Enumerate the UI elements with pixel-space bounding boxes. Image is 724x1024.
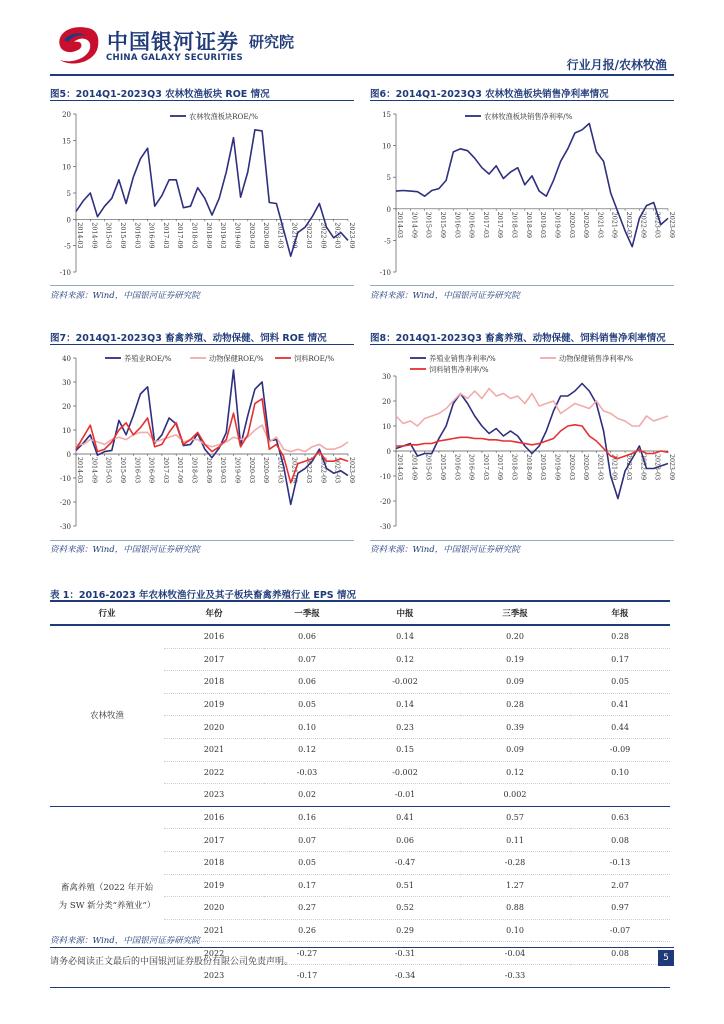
cell-year: 2022 (164, 761, 264, 784)
y-tick-label: 5 (66, 190, 71, 198)
cell-q3: 0.09 (460, 671, 570, 694)
cell-year: 2017 (164, 829, 264, 852)
logo-institute: 研究院 (249, 33, 295, 51)
x-tick-label: 2019-09 (553, 211, 561, 238)
cell-h1: 0.14 (350, 693, 460, 716)
y-tick-label: -10 (379, 473, 391, 481)
x-tick-label: 2018-09 (524, 211, 532, 238)
cell-year: 2018 (164, 671, 264, 694)
x-tick-label: 2017-03 (161, 222, 169, 249)
y-tick-label: -5 (384, 237, 391, 246)
x-tick-label: 2016-09 (147, 457, 155, 484)
y-tick-label: -10 (59, 269, 71, 277)
x-tick-label: 2014-09 (90, 222, 98, 249)
cell-h1: 0.51 (350, 874, 460, 897)
y-tick-label: -10 (379, 269, 391, 277)
cell-h1: 0.06 (350, 829, 460, 852)
cell-year: 2020 (164, 897, 264, 920)
cell-q3: 0.88 (460, 897, 570, 920)
x-tick-label: 2019-03 (219, 457, 227, 484)
legend-label: 动物保健ROE/% (209, 354, 264, 363)
legend-label: 养殖业销售净利率/% (429, 354, 496, 363)
cell-annual: 2.07 (570, 874, 670, 897)
cell-q1: 0.07 (264, 648, 350, 671)
y-tick-label: 20 (62, 403, 71, 411)
y-tick-label: 15 (382, 111, 391, 119)
series-line-1 (396, 389, 668, 427)
cell-year: 2019 (164, 693, 264, 716)
y-tick-label: -10 (59, 475, 71, 483)
fig6-title: 图6：2014Q1-2023Q3 农林牧渔板块销售净利率情况 (370, 89, 609, 100)
fig8-source-rule (370, 540, 674, 541)
x-tick-label: 2018-09 (204, 457, 212, 484)
x-tick-label: 2021-09 (610, 454, 618, 481)
cell-annual: -0.13 (570, 851, 670, 874)
y-tick-label: 10 (382, 423, 391, 431)
cell-year: 2021 (164, 919, 264, 942)
industry-cell: 畜禽养殖（2022 年开始为 SW 新分类“养殖业”） (50, 806, 164, 987)
cell-year: 2018 (164, 851, 264, 874)
y-tick-label: 10 (62, 427, 71, 435)
fig6-title-rule (370, 100, 674, 101)
x-tick-label: 2023-09 (348, 457, 355, 484)
x-tick-label: 2019-03 (539, 454, 547, 481)
page-number: 5 (658, 950, 674, 966)
cell-year: 2020 (164, 716, 264, 739)
x-tick-label: 2015-09 (118, 222, 126, 249)
x-tick-label: 2020-09 (262, 222, 270, 249)
table-body (50, 625, 670, 987)
x-tick-label: 2021-09 (290, 457, 298, 484)
cell-q1: -0.03 (264, 761, 350, 784)
x-tick-label: 2021-03 (596, 454, 604, 481)
legend-label: 养殖业ROE/% (124, 354, 172, 363)
eps-table (50, 600, 670, 988)
fig5-title: 图5：2014Q1-2023Q3 农林牧渔板块 ROE 情况 (50, 89, 270, 100)
x-tick-label: 2014-03 (396, 454, 403, 481)
y-tick-label: 40 (62, 355, 71, 363)
x-tick-label: 2022-03 (305, 222, 313, 249)
fig7-chart (50, 348, 354, 538)
cell-q3: 0.19 (460, 648, 570, 671)
x-tick-label: 2023-03 (653, 211, 661, 238)
cell-year: 2016 (164, 625, 264, 648)
x-tick-label: 2023-03 (333, 457, 341, 484)
header-q3: 三季报 (460, 601, 570, 625)
fig6-chart (370, 104, 674, 282)
legend-label: 饲料销售净利率/% (429, 365, 489, 374)
cell-q1: 0.16 (264, 806, 350, 829)
cell-q3: 0.11 (460, 829, 570, 852)
cell-h1: -0.47 (350, 851, 460, 874)
logo-chinese-name: 中国银河证券 (107, 30, 239, 54)
fig7-title-rule (50, 344, 354, 345)
cell-annual: 0.97 (570, 897, 670, 920)
x-tick-label: 2020-09 (582, 454, 590, 481)
cell-annual (570, 784, 670, 807)
cell-annual: 0.63 (570, 806, 670, 829)
y-tick-label: -5 (64, 242, 71, 251)
cell-q1: 0.06 (264, 671, 350, 694)
x-tick-label: 2017-03 (481, 454, 489, 481)
x-tick-label: 2017-09 (176, 222, 184, 249)
cell-h1: 0.23 (350, 716, 460, 739)
cell-q3: 0.09 (460, 738, 570, 761)
footer-rule (50, 947, 674, 948)
x-tick-label: 2015-03 (104, 457, 112, 484)
x-tick-label: 2021-03 (596, 211, 604, 238)
table-header-row (50, 601, 670, 625)
cell-year: 2019 (164, 874, 264, 897)
fig5-source: 资料来源：Wind，中国银河证券研究院 (50, 291, 200, 301)
x-tick-label: 2018-03 (190, 457, 198, 484)
cell-h1: -0.31 (350, 942, 460, 965)
legend-label: 农林牧渔板块ROE/% (189, 112, 258, 121)
x-tick-label: 2018-03 (510, 211, 518, 238)
x-tick-label: 2022-09 (639, 211, 647, 238)
galaxy-logo-icon (52, 22, 102, 67)
x-tick-label: 2020-03 (247, 222, 255, 249)
cell-annual: 0.28 (570, 625, 670, 648)
cell-q1: 0.12 (264, 738, 350, 761)
fig5-title-rule (50, 100, 354, 101)
x-tick-label: 2020-09 (582, 211, 590, 238)
cell-h1: -0.34 (350, 964, 460, 987)
cell-q3: 0.57 (460, 806, 570, 829)
x-tick-label: 2018-09 (204, 222, 212, 249)
x-tick-label: 2014-09 (410, 454, 418, 481)
x-tick-label: 2017-03 (481, 211, 489, 238)
cell-q3: 0.002 (460, 784, 570, 807)
header-year: 年份 (164, 601, 264, 625)
x-tick-label: 2016-03 (453, 454, 461, 481)
cell-year: 2022 (164, 942, 264, 965)
cell-annual: 0.05 (570, 671, 670, 694)
x-tick-label: 2015-03 (104, 222, 112, 249)
fig8-source: 资料来源：Wind，中国银河证券研究院 (370, 545, 520, 555)
company-logo (52, 22, 322, 67)
x-tick-label: 2021-09 (610, 211, 618, 238)
y-tick-label: 30 (382, 373, 391, 381)
x-tick-label: 2016-09 (147, 222, 155, 249)
x-tick-label: 2017-09 (496, 211, 504, 238)
x-tick-label: 2023-09 (668, 454, 675, 481)
cell-annual: 0.08 (570, 829, 670, 852)
x-tick-label: 2018-09 (524, 454, 532, 481)
x-tick-label: 2017-09 (496, 454, 504, 481)
cell-year: 2017 (164, 648, 264, 671)
cell-q3: -0.04 (460, 942, 570, 965)
x-tick-label: 2016-03 (453, 211, 461, 238)
x-tick-label: 2019-09 (553, 454, 561, 481)
logo-english-name: CHINA GALAXY SECURITIES (106, 53, 243, 63)
cell-q1: 0.26 (264, 919, 350, 942)
fig7-source: 资料来源：Wind，中国银河证券研究院 (50, 545, 200, 555)
x-tick-label: 2016-03 (133, 222, 141, 249)
fig5-source-rule (50, 285, 354, 286)
fig6-source-rule (370, 285, 674, 286)
eps-table-container (50, 600, 670, 988)
fig7-title: 图7：2014Q1-2023Q3 畜禽养殖、动物保健、饲料 ROE 情况 (50, 333, 327, 344)
cell-q3: 0.12 (460, 761, 570, 784)
disclaimer-text: 请务必阅读正文最后的中国银河证券股份有限公司免责声明。 (50, 957, 294, 967)
header-q1: 一季报 (264, 601, 350, 625)
x-tick-label: 2014-09 (410, 211, 418, 238)
y-tick-label: -30 (379, 523, 391, 531)
x-tick-label: 2019-09 (233, 457, 241, 484)
cell-annual: 0.10 (570, 761, 670, 784)
cell-annual: -0.07 (570, 919, 670, 942)
y-tick-label: 10 (62, 163, 71, 172)
cell-h1: -0.002 (350, 761, 460, 784)
y-tick-label: -20 (59, 499, 71, 507)
cell-h1: 0.52 (350, 897, 460, 920)
x-tick-label: 2014-09 (90, 457, 98, 484)
header-annual: 年报 (570, 601, 670, 625)
cell-q3: -0.28 (460, 851, 570, 874)
x-tick-label: 2015-03 (424, 454, 432, 481)
y-tick-label: -20 (379, 498, 391, 506)
header-divider (50, 74, 674, 76)
cell-h1: 0.12 (350, 648, 460, 671)
x-tick-label: 2016-09 (467, 454, 475, 481)
cell-year: 2023 (164, 964, 264, 987)
x-tick-label: 2022-09 (319, 457, 327, 484)
cell-q1: 0.10 (264, 716, 350, 739)
x-tick-label: 2019-09 (233, 222, 241, 249)
x-tick-label: 2023-09 (668, 211, 675, 238)
y-tick-label: 20 (62, 111, 71, 119)
cell-q1: 0.27 (264, 897, 350, 920)
industry-cell: 农林牧渔 (50, 625, 164, 806)
x-tick-label: 2016-09 (467, 211, 475, 238)
y-tick-label: 0 (386, 205, 391, 214)
table-row (50, 625, 670, 648)
cell-h1: 0.41 (350, 806, 460, 829)
x-tick-label: 2022-09 (639, 454, 647, 481)
y-tick-label: 0 (66, 216, 71, 225)
y-tick-label: 0 (386, 448, 391, 456)
cell-q3: -0.33 (460, 964, 570, 987)
header-h1: 中报 (350, 601, 460, 625)
x-tick-label: 2020-03 (567, 454, 575, 481)
cell-annual: 0.08 (570, 942, 670, 965)
x-tick-label: 2022-03 (305, 457, 313, 484)
x-tick-label: 2015-09 (438, 211, 446, 238)
cell-year: 2021 (164, 738, 264, 761)
x-tick-label: 2016-03 (133, 457, 141, 484)
cell-year: 2016 (164, 806, 264, 829)
x-tick-label: 2017-09 (176, 457, 184, 484)
cell-h1: 0.14 (350, 625, 460, 648)
cell-h1: -0.01 (350, 784, 460, 807)
report-type: 行业月报/农林牧渔 (566, 58, 667, 72)
x-tick-label: 2015-09 (438, 454, 446, 481)
x-tick-label: 2014-03 (396, 211, 403, 238)
x-tick-label: 2017-03 (161, 457, 169, 484)
cell-q1: -0.27 (264, 942, 350, 965)
y-tick-label: 20 (382, 398, 391, 406)
cell-annual: 0.44 (570, 716, 670, 739)
x-tick-label: 2020-09 (262, 457, 270, 484)
cell-annual: 0.17 (570, 648, 670, 671)
y-tick-label: 10 (382, 142, 391, 151)
x-tick-label: 2023-03 (333, 222, 341, 249)
x-tick-label: 2015-03 (424, 211, 432, 238)
x-tick-label: 2022-03 (625, 211, 633, 238)
y-tick-label: 5 (386, 174, 391, 183)
legend-label: 饲料ROE/% (294, 354, 335, 363)
x-tick-label: 2023-09 (348, 222, 355, 249)
fig8-title: 图8：2014Q1-2023Q3 畜禽养殖、动物保健、饲料销售净利率情况 (370, 333, 666, 344)
x-tick-label: 2018-03 (510, 454, 518, 481)
cell-annual (570, 964, 670, 987)
cell-h1: 0.15 (350, 738, 460, 761)
legend-label: 动物保健销售净利率/% (559, 354, 633, 363)
x-tick-label: 2023-03 (653, 454, 661, 481)
cell-q1: -0.17 (264, 964, 350, 987)
x-tick-label: 2022-03 (625, 454, 633, 481)
y-tick-label: 0 (66, 451, 71, 459)
cell-q3: 1.27 (460, 874, 570, 897)
fig8-chart (370, 348, 674, 538)
cell-h1: -0.002 (350, 671, 460, 694)
cell-annual: 0.41 (570, 693, 670, 716)
cell-q1: 0.02 (264, 784, 350, 807)
cell-q3: 0.39 (460, 716, 570, 739)
table-row (50, 806, 670, 829)
x-tick-label: 2020-03 (567, 211, 575, 238)
x-tick-label: 2014-03 (76, 457, 83, 484)
x-tick-label: 2018-03 (190, 222, 198, 249)
x-tick-label: 2019-03 (539, 211, 547, 238)
fig7-source-rule (50, 540, 354, 541)
x-tick-label: 2021-03 (276, 457, 284, 484)
cell-q1: 0.05 (264, 693, 350, 716)
cell-annual: -0.09 (570, 738, 670, 761)
fig8-title-rule (370, 344, 674, 345)
table-title: 表 1：2016-2023 年农林牧渔行业及其子板块畜禽养殖行业 EPS 情况 (50, 590, 356, 601)
x-tick-label: 2014-03 (76, 222, 83, 249)
cell-year: 2023 (164, 784, 264, 807)
x-tick-label: 2020-03 (247, 457, 255, 484)
x-tick-label: 2021-03 (276, 222, 284, 249)
cell-q3: 0.20 (460, 625, 570, 648)
table-source: 资料来源：Wind，中国银河证券研究院 (50, 936, 200, 946)
cell-q1: 0.07 (264, 829, 350, 852)
legend-label: 农林牧渔板块销售净利率/% (484, 112, 573, 121)
x-tick-label: 2015-09 (118, 457, 126, 484)
y-tick-label: 15 (62, 137, 71, 146)
fig6-source: 资料来源：Wind，中国银河证券研究院 (370, 291, 520, 301)
cell-h1: 0.29 (350, 919, 460, 942)
cell-q1: 0.17 (264, 874, 350, 897)
cell-q3: 0.10 (460, 919, 570, 942)
cell-q1: 0.06 (264, 625, 350, 648)
x-tick-label: 2021-09 (290, 222, 298, 249)
cell-q1: 0.05 (264, 851, 350, 874)
y-tick-label: 30 (62, 379, 71, 387)
x-tick-label: 2019-03 (219, 222, 227, 249)
fig5-chart (50, 104, 354, 282)
x-tick-label: 2022-09 (319, 222, 327, 249)
header-industry: 行业 (50, 601, 164, 625)
y-tick-label: -30 (59, 523, 71, 531)
cell-q3: 0.28 (460, 693, 570, 716)
